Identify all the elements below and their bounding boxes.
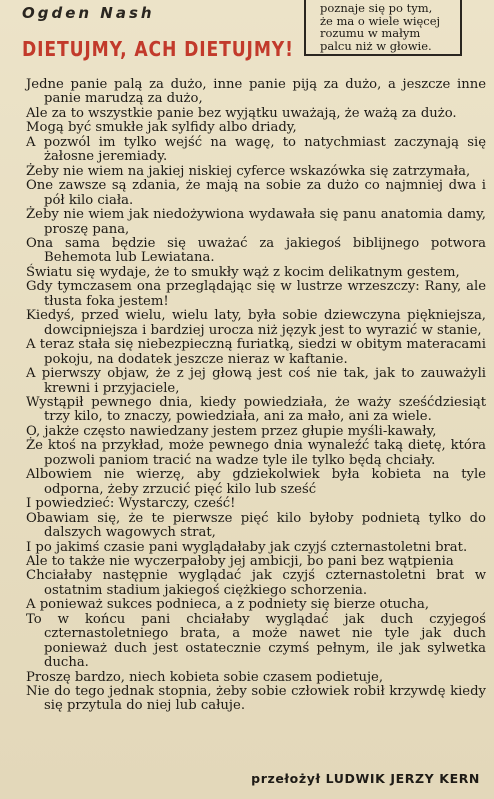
poem-line: Mogą być smukłe jak sylfidy albo driady, [26,120,297,136]
adjacent-column-fragment [304,0,462,56]
poem-line: Ona sama będzie się uważać za jakiegoś biblijnego potwora Behemota lub Lewiatana. [26,235,486,266]
poem-line: A teraz stała się niebezpieczną furiatką, siedzi w obitym materacami pokoju, na dodatek jeszcze nieraz w kaftanie. [26,337,486,367]
fragment-line: rozumu w małym [320,26,421,40]
poem-line: A ponieważ sukces podnieca, a z podniety się bierze otucha, [26,597,430,613]
poem-line: Proszę bardzo, niech kobieta sobie czasem podietuje, [26,669,384,685]
poem-line: Że ktoś na przykład, może pewnego dnia wynaleźć taką dietę, która pozwoli paniom tracić na wadze tyle ile tylko będą chciały. [26,438,486,468]
poem-line: I po jakimś czasie pani wyglądałaby jak czyjś czternastoletni brat. [26,539,468,555]
fragment-line: poznaje się po tym, [320,1,433,15]
fragment-line: palcu niż w głowie. [320,38,432,53]
poem-line: Albowiem nie wierzę, aby gdziekolwiek była kobieta na tyle odporna, żeby zrzucić pięć kilo lub sześć [26,467,486,497]
poem-line: A pozwól im tylko wejść na wagę, to natychmiast zaczynają się żałosne jeremiady. [26,134,486,165]
poem-line: Światu się wydaje, że to smukły wąż z kocim delikatnym gestem, [26,264,460,280]
fragment-line: że ma o wiele więcej [320,13,441,28]
poem-line: Obawiam się, że te pierwsze pięć kilo byłoby podnietą tylko do dalszych wagowych strat, [26,510,486,541]
poem-line: Ale za to wszystkie panie bez wyjątku uważają, że ważą za dużo. [26,105,457,121]
author-name: Ogden Nash [22,4,155,22]
poem-body [26,78,486,714]
poem-line: Chciałaby następnie wyglądać jak czyjś czternastoletni brat w ostatnim stadium jakiegoś ciężkiego schorzenia. [26,568,486,598]
poem-line: Gdy tymczasem ona przeglądając się w lustrze wrzeszczy: Rany, ale tłusta foka jestem! [26,279,486,309]
poem-line: To w końcu pani chciałaby wyglądać jak duch czyjegoś czternastoletniego brata, a może nawet nie tyle jak duch ponieważ duch jest ostatecznie czymś pełnym, ile jak sylwetka ducha. [26,611,486,671]
poem-line: Kiedyś, przed wielu, wielu laty, była sobie dziewczyna piękniejsza, dowcipniejsza i bardziej urocza niż język jest to wyrazić w stanie, [26,308,486,338]
poem-line: Nie do tego jednak stopnia, żeby sobie człowiek robił krzywdę kiedy się przytula do niej lub całuje. [26,684,486,714]
poem-line: Ale to także nie wyczerpałoby jej ambicji, bo pani bez wątpienia [26,553,454,569]
poem-line: O, jakże często nawiedzany jestem przez głupie myśli-kawały, [26,423,437,439]
poem-title: DIETUJMY, ACH DIETUJMY! [22,37,294,61]
poem-line: Żeby nie wiem jak niedożywiona wydawała się panu anatomia damy, proszę pana, [26,207,486,237]
poem-line: Wystąpił pewnego dnia, kiedy powiedziała, że waży sześćdziesiąt trzy kilo, to znaczy, powiedziała, ani za mało, ani za wiele. [26,394,486,425]
poem-line: A pierwszy objaw, że z jej głową jest coś nie tak, jak to zauważyli krewni i przyjaciele, [26,366,486,396]
poem-line: Jedne panie palą za dużo, inne panie piją za dużo, a jeszcze inne panie marudzą za dużo, [26,77,486,107]
poem-line: I powiedzieć: Wystarczy, cześć! [26,496,236,512]
poem-line: Żeby nie wiem na jakiej niskiej cyferce wskazówka się zatrzymała, [26,163,471,179]
poem-line: One zawsze są zdania, że mają na sobie za dużo co najmniej dwa i pół kilo ciała. [26,178,486,208]
translator-credit: przełożył LUDWIK JERZY KERN [251,771,480,786]
